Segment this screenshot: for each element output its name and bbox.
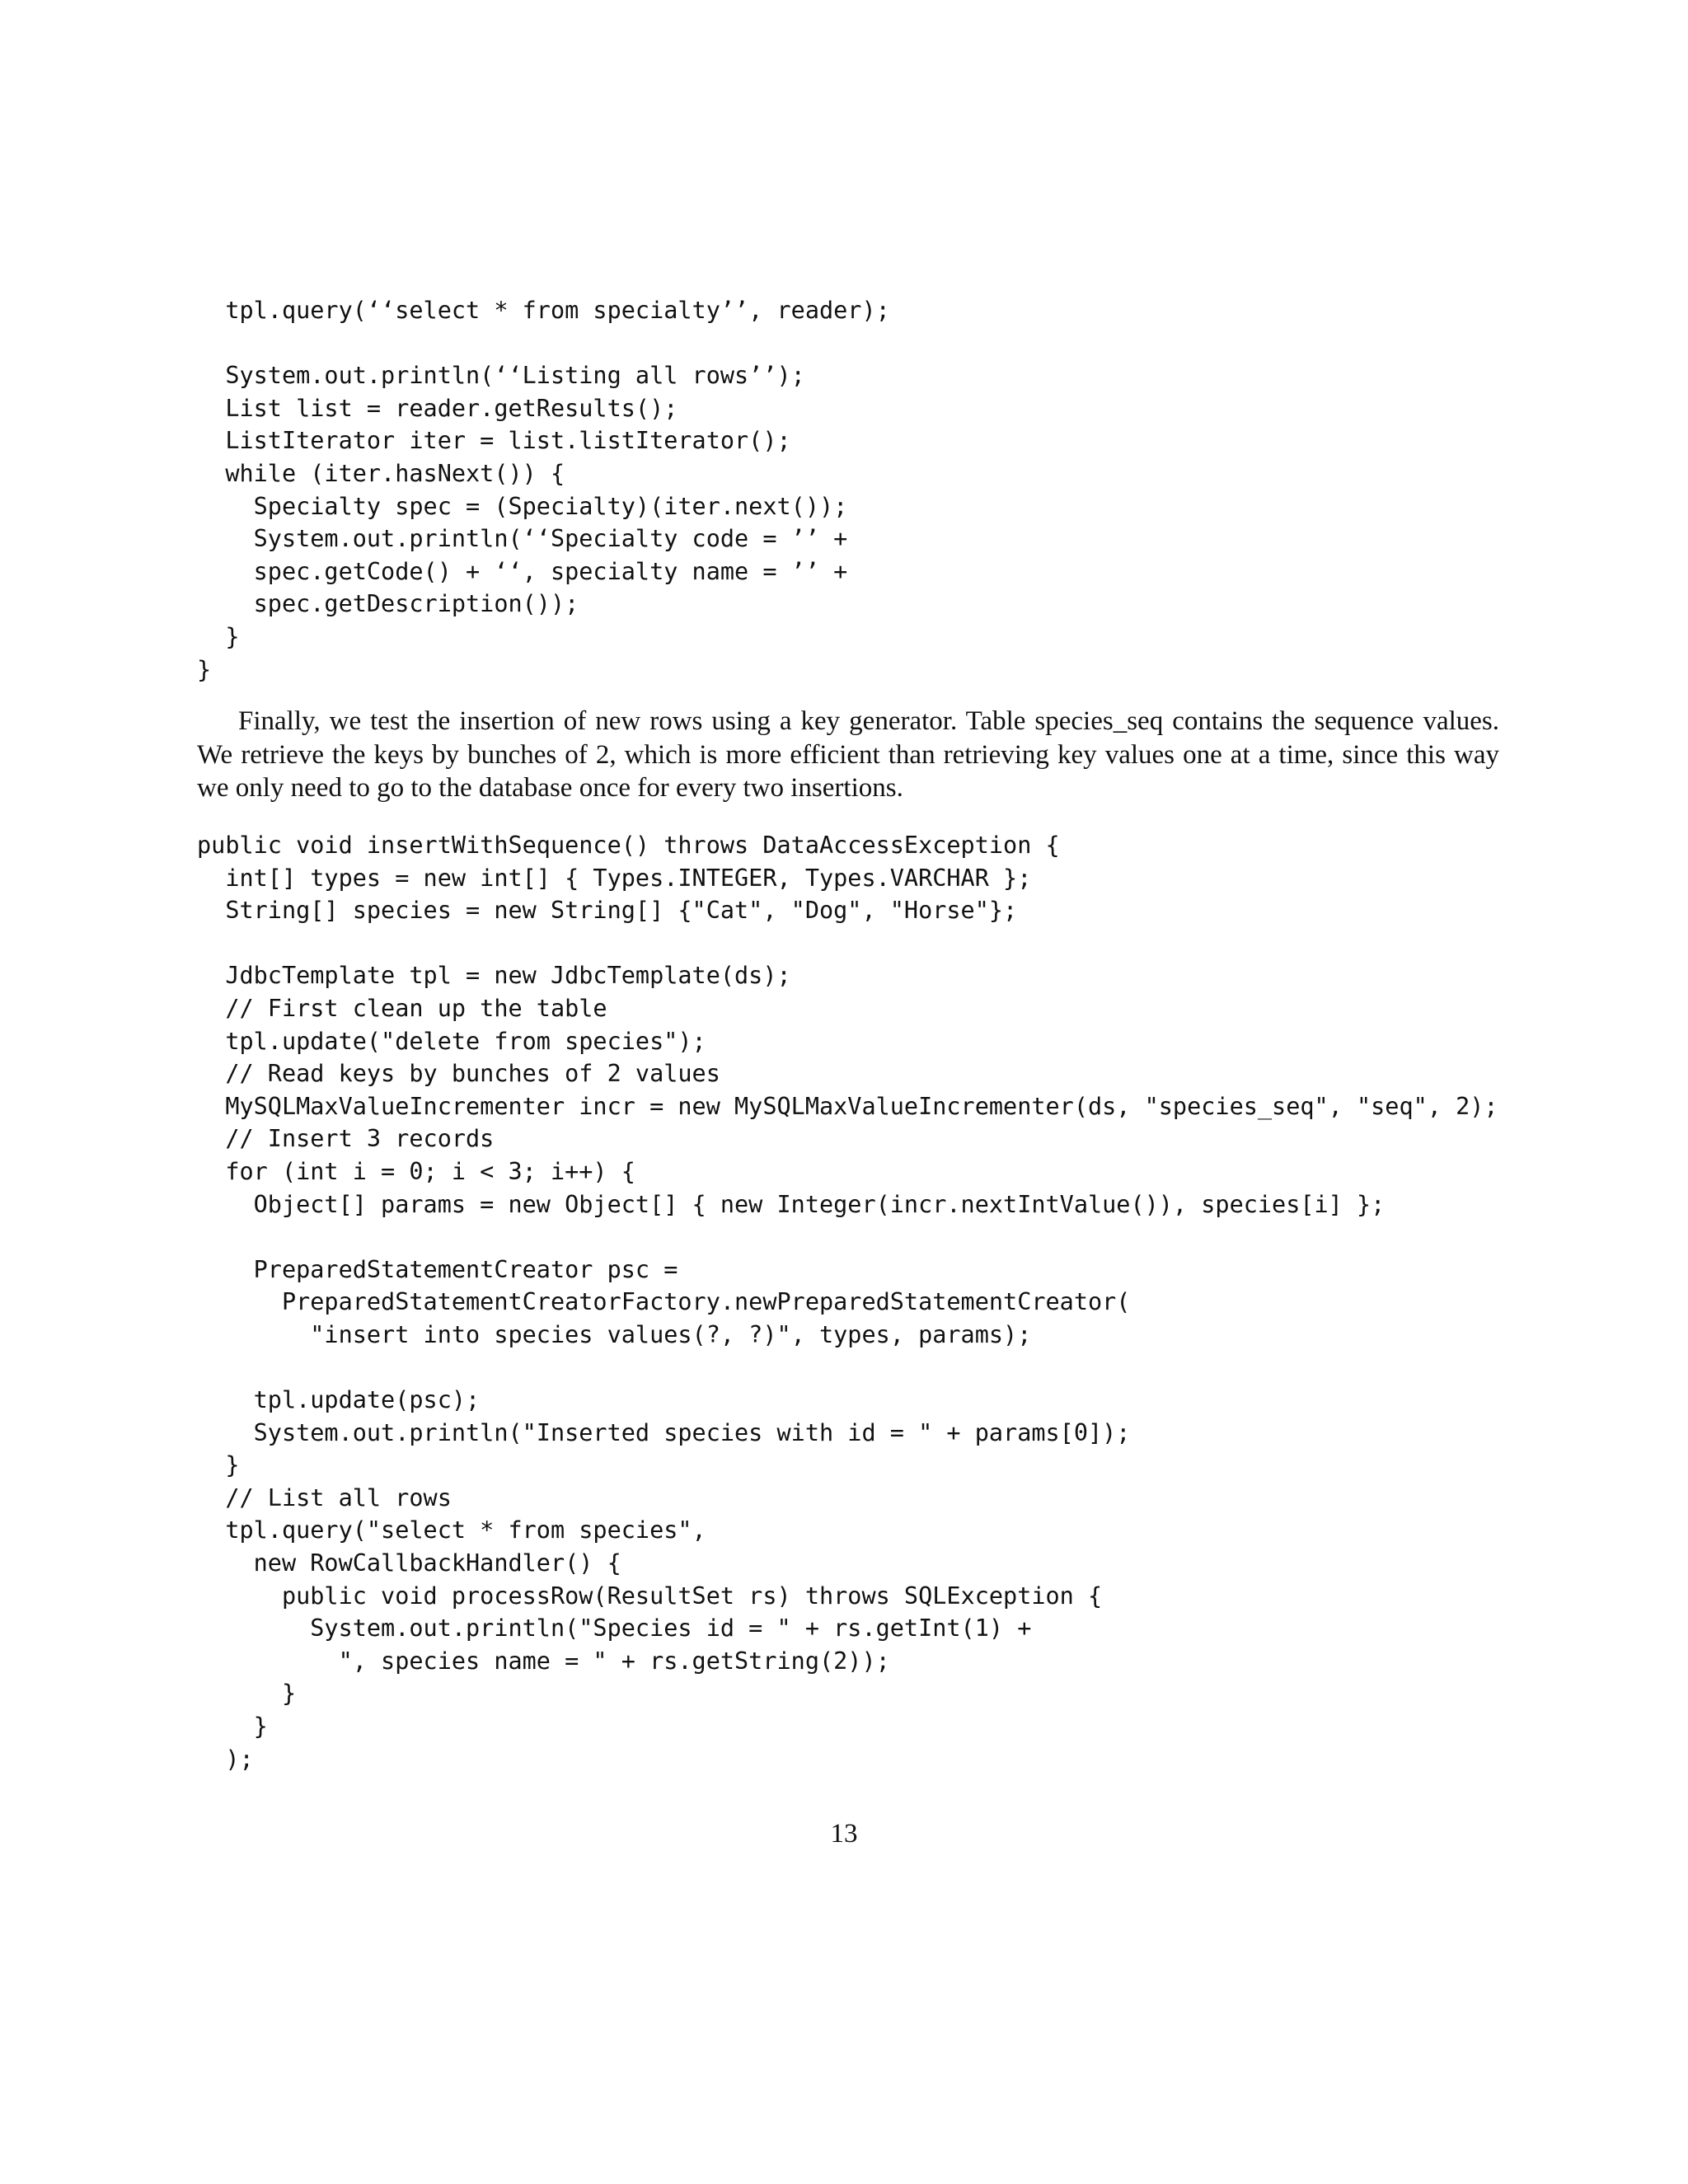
code-line: } — [197, 1680, 297, 1708]
code-line: tpl.update(psc); — [197, 1386, 481, 1414]
code-line: // List all rows — [197, 1483, 452, 1511]
code-line: JdbcTemplate tpl = new JdbcTemplate(ds); — [197, 962, 791, 990]
code-line: PreparedStatementCreator psc = — [197, 1255, 678, 1283]
code-listing-specialty — [197, 294, 890, 686]
code-line: String[] species = new String[] {"Cat", "Dog", "Horse"}; — [197, 897, 1018, 925]
code-line: ListIterator iter = list.listIterator(); — [197, 427, 791, 455]
code-line: ); — [197, 1745, 254, 1773]
code-line: System.out.println("Species id = " + rs.getInt(1) + — [197, 1615, 1032, 1643]
code-line: tpl.query("select * from species", — [197, 1516, 706, 1544]
code-line: spec.getDescription()); — [197, 590, 579, 618]
code-line: int[] types = new int[] { Types.INTEGER, Types.VARCHAR }; — [197, 864, 1032, 892]
code-line: MySQLMaxValueIncrementer incr = new MySQLMaxValueIncrementer(ds, "species_seq", "seq", 2); — [197, 1092, 1498, 1120]
code-line: System.out.println(‘‘Listing all rows’’); — [197, 362, 805, 390]
code-line: new RowCallbackHandler() { — [197, 1549, 621, 1577]
code-line: System.out.println(‘‘Specialty code = ’’ + — [197, 525, 848, 553]
code-line: // Insert 3 records — [197, 1125, 495, 1153]
body-paragraph: Finally, we test the insertion of new rows using a key generator. Table species_seq contains the sequence values. We retrieve the keys by bunches of 2, which is more efficient than retrieving key values one at a time, since this way we only need to go to the database once for every two insertions. — [197, 706, 1499, 803]
code-line: Object[] params = new Object[] { new Integer(incr.nextIntValue()), species[i] }; — [197, 1190, 1386, 1218]
code-line — [197, 327, 890, 360]
code-line: } — [197, 655, 212, 683]
code-line: PreparedStatementCreatorFactory.newPreparedStatementCreator( — [197, 1288, 1131, 1316]
code-line — [197, 927, 1498, 960]
code-line: while (iter.hasNext()) { — [197, 459, 565, 487]
code-line: } — [197, 622, 240, 650]
page-number: 13 — [830, 1819, 858, 1849]
code-line: List list = reader.getResults(); — [197, 394, 678, 422]
code-line: tpl.update("delete from species"); — [197, 1027, 706, 1055]
code-line: ", species name = " + rs.getString(2)); — [197, 1647, 890, 1675]
code-line: Specialty spec = (Specialty)(iter.next()); — [197, 492, 848, 520]
code-line: // First clean up the table — [197, 994, 607, 1022]
code-line: System.out.println("Inserted species with id = " + params[0]); — [197, 1418, 1131, 1446]
code-line: } — [197, 1713, 268, 1741]
code-listing-insert-with-sequence — [197, 829, 1498, 1775]
code-line: } — [197, 1451, 240, 1479]
code-line: spec.getCode() + ‘‘, specialty name = ’’ + — [197, 557, 848, 585]
code-line: // Read keys by bunches of 2 values — [197, 1060, 720, 1088]
code-line — [197, 1352, 1498, 1385]
code-line: public void insertWithSequence() throws DataAccessException { — [197, 832, 1060, 859]
code-line: for (int i = 0; i < 3; i++) { — [197, 1157, 635, 1185]
code-line: "insert into species values(?, ?)", types, params); — [197, 1320, 1032, 1348]
code-line: tpl.query(‘‘select * from specialty’’, reader); — [197, 297, 890, 324]
code-line — [197, 1221, 1498, 1254]
code-line: public void processRow(ResultSet rs) throws SQLException { — [197, 1582, 1103, 1610]
